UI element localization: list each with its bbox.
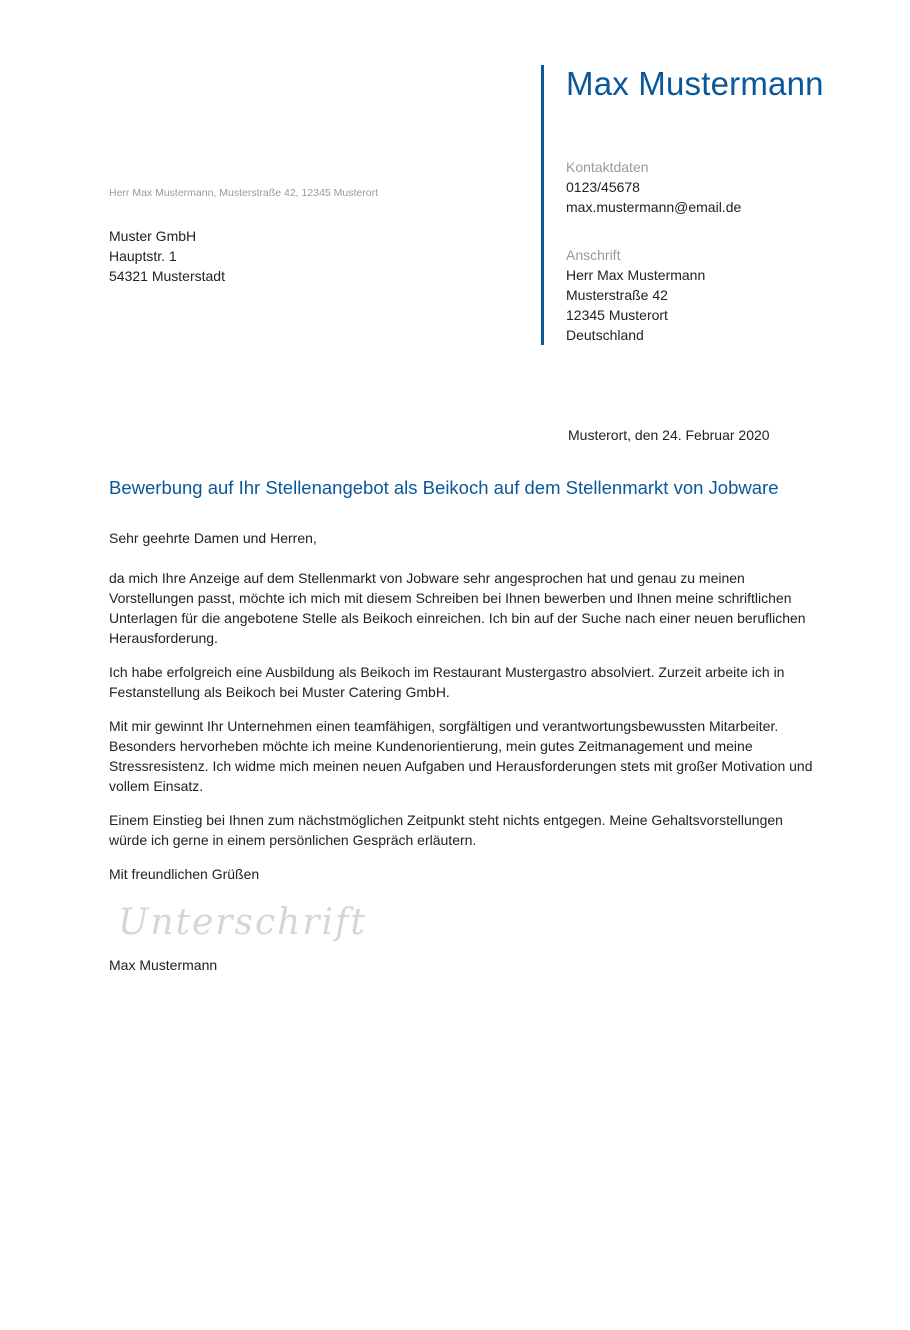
contact-label: Kontaktdaten <box>566 159 649 175</box>
letter-body <box>109 528 821 898</box>
closing: Mit freundlichen Grüßen <box>109 866 260 882</box>
body-paragraph: da mich Ihre Anzeige auf dem Stellenmarkt von Jobware sehr angesprochen hat und genau zu meinen Vorstellungen passt, möchte ich mich mit diesem Schreiben bei Ihnen bewerben und Ihnen meine schriftlichen Unterlagen für die angebotene Stelle als Beikoch einreichen. Ich bin auf der Suche nach einer neuen beruflichen Herausforderung. <box>109 570 806 646</box>
sender-address-section <box>566 245 705 345</box>
signature-placeholder: Unterschrift <box>118 902 367 943</box>
body-paragraph: Ich habe erfolgreich eine Ausbildung als Beikoch im Restaurant Mustergastro absolviert. Zurzeit arbeite ich in Festanstellung als Beikoch bei Muster Catering GmbH. <box>109 664 785 700</box>
address-line: Deutschland <box>566 327 644 343</box>
body-paragraph: Einem Einstieg bei Ihnen zum nächstmöglichen Zeitpunkt steht nichts entgegen. Meine Gehaltsvorstellungen würde ich gerne in einem persönlichen Gespräch erläutern. <box>109 812 783 848</box>
sidebar-accent-bar <box>541 65 544 345</box>
body-paragraph: Mit mir gewinnt Ihr Unternehmen einen teamfähigen, sorgfältigen und verantwortungsbewussten Mitarbeiter. Besonders hervorheben möchte ich meine Kundenorientierung, mein gutes Zeitmanagement und meine Stressresistenz. Ich widme mich meinen neuen Aufgaben und Herausforderungen stets mit großer Motivation und vollem Einsatz. <box>109 718 813 794</box>
address-line: 12345 Musterort <box>566 307 668 323</box>
signer-name: Max Mustermann <box>109 957 218 973</box>
subject-line: Bewerbung auf Ihr Stellenangebot als Beikoch auf dem Stellenmarkt von Jobware <box>109 477 779 498</box>
salutation: Sehr geehrte Damen und Herren, <box>109 530 317 546</box>
contact-section <box>566 157 741 217</box>
recipient-address <box>109 226 225 286</box>
address-line: Herr Max Mustermann <box>566 267 706 283</box>
return-address-line: Herr Max Mustermann, Musterstraße 42, 12345 Musterort <box>109 187 379 199</box>
address-line: Musterstraße 42 <box>566 287 668 303</box>
sender-name-heading: Max Mustermann <box>566 65 824 102</box>
email-address: max.mustermann@email.de <box>566 199 742 215</box>
address-label: Anschrift <box>566 247 621 263</box>
recipient-line: Muster GmbH <box>109 228 197 244</box>
letter-date: Musterort, den 24. Februar 2020 <box>568 427 770 443</box>
phone-number: 0123/45678 <box>566 179 640 195</box>
recipient-line: Hauptstr. 1 <box>109 248 177 264</box>
recipient-line: 54321 Musterstadt <box>109 268 225 284</box>
